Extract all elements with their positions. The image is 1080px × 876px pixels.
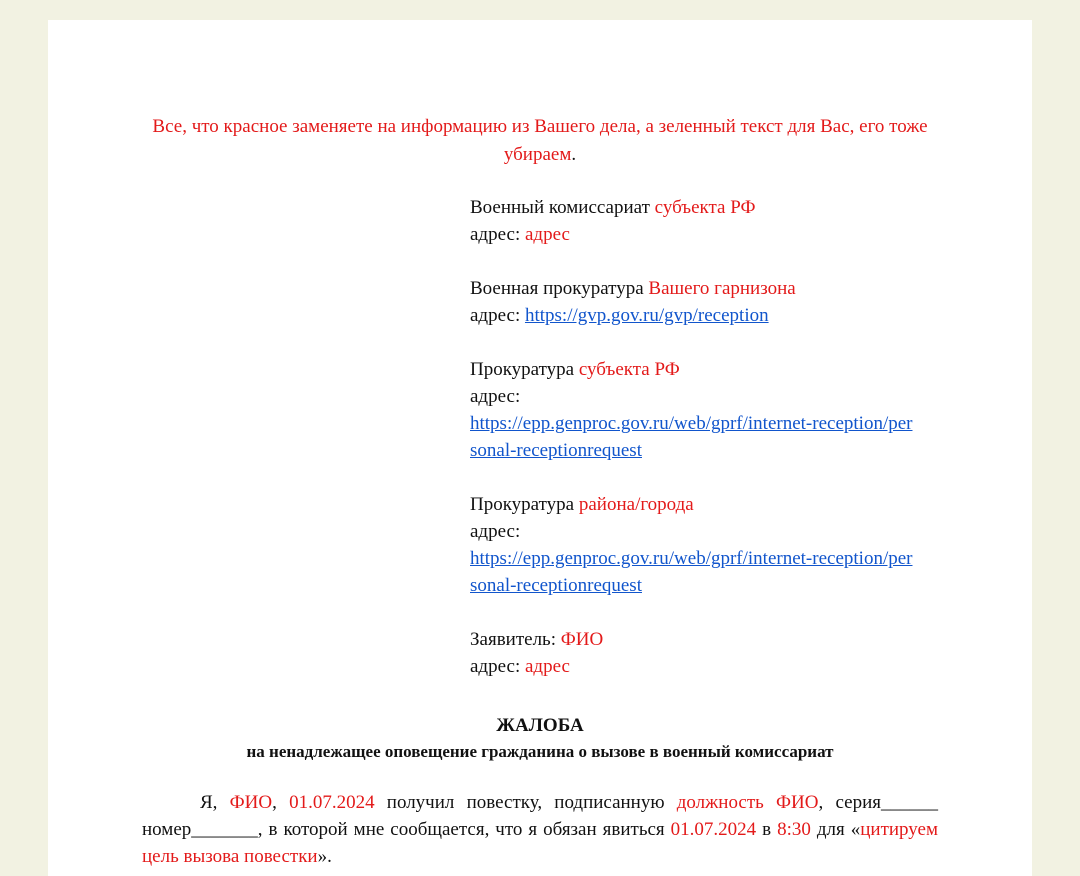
position-fio-placeholder: должность ФИО <box>676 792 819 813</box>
addressee-name-placeholder: района/города <box>578 494 694 515</box>
document-page <box>48 20 1032 876</box>
genproc-reception-link[interactable] <box>470 545 940 599</box>
addressee-name-placeholder: Вашего гарнизона <box>648 278 796 299</box>
body-text: в <box>756 819 778 840</box>
complaint-body-paragraph <box>142 789 938 870</box>
applicant-name-placeholder: ФИО <box>560 629 604 650</box>
address-label: адрес: <box>470 656 525 677</box>
addressee-regional-prosecutor <box>470 356 940 464</box>
addressee-name <box>470 356 940 383</box>
applicant <box>470 626 940 680</box>
genproc-reception-link[interactable] <box>470 410 940 464</box>
body-text: получил повестку, подписанную <box>374 792 677 813</box>
addressee-name-prefix: Военная прокуратура <box>470 278 649 299</box>
link-line-1[interactable]: https://epp.genproc.gov.ru/web/gprf/internet-reception/per <box>470 548 913 569</box>
body-text: , <box>272 792 290 813</box>
applicant-name <box>470 626 940 653</box>
addressee-block <box>470 194 940 707</box>
date-placeholder: 01.07.2024 <box>289 792 375 813</box>
addressee-address <box>470 221 940 248</box>
instruction-note-end: . <box>571 144 577 165</box>
link-line-1[interactable]: https://epp.genproc.gov.ru/web/gprf/internet-reception/per <box>470 413 913 434</box>
body-text: , серия______ номер_______, в которой мне сообщается, что я обязан явиться <box>142 792 938 840</box>
addressee-military-commissariat <box>470 194 940 248</box>
address-label: адрес: <box>470 305 525 326</box>
addressee-name-prefix: Военный комиссариат <box>470 197 655 218</box>
link-line-2[interactable]: sonal-receptionrequest <box>470 440 642 461</box>
fio-placeholder: ФИО <box>229 792 273 813</box>
complaint-title: ЖАЛОБА <box>496 715 584 736</box>
addressee-name-placeholder: субъекта РФ <box>654 197 756 218</box>
applicant-address <box>470 653 940 680</box>
addressee-name <box>470 491 940 518</box>
addressee-name-prefix: Прокуратура <box>470 494 579 515</box>
body-text: Я, <box>200 792 230 813</box>
address-label: адрес: <box>470 386 521 407</box>
addressee-name-prefix: Прокуратура <box>470 359 579 380</box>
addressee-city-prosecutor <box>470 491 940 599</box>
addressee-name-placeholder: субъекта РФ <box>578 359 680 380</box>
addressee-military-prosecutor <box>470 275 940 329</box>
address-label: адрес: <box>470 521 521 542</box>
addressee-name <box>470 275 940 302</box>
date-placeholder: 01.07.2024 <box>670 819 757 840</box>
gvp-reception-link[interactable]: https://gvp.gov.ru/gvp/reception <box>524 305 769 326</box>
address-label: адрес: <box>470 224 525 245</box>
instruction-note-text: Все, что красное заменяете на информацию из Вашего дела, а зеленный текст для Вас, его тоже убираем <box>152 116 928 165</box>
address-placeholder: адрес <box>524 656 570 677</box>
body-text: для « <box>810 819 861 840</box>
addressee-address <box>470 302 940 329</box>
body-text: ». <box>317 846 332 867</box>
addressee-name <box>470 194 940 221</box>
time-placeholder: 8:30 <box>777 819 811 840</box>
complaint-subtitle: на ненадлежащее оповещение гражданина о вызове в военный комиссариат <box>246 742 834 761</box>
link-line-2[interactable]: sonal-receptionrequest <box>470 575 642 596</box>
address-placeholder: адрес <box>524 224 570 245</box>
purpose-placeholder: цитируем цель вызова повестки <box>142 819 938 867</box>
applicant-label: Заявитель: <box>470 629 561 650</box>
instruction-note <box>138 113 942 169</box>
